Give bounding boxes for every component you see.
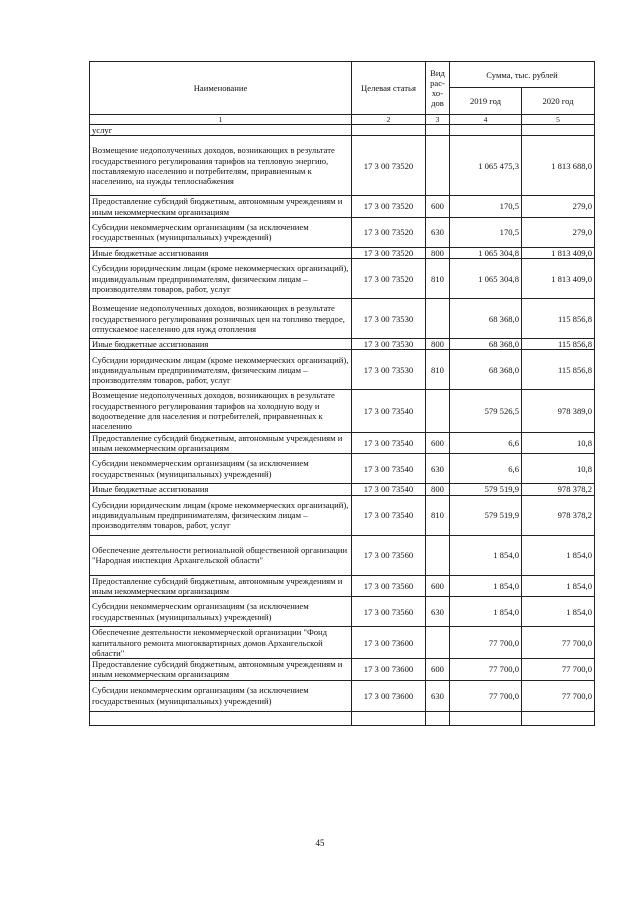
row-target-code: 17 3 00 73560 bbox=[352, 575, 426, 597]
table-row bbox=[90, 259, 595, 299]
row-expense-type: 630 bbox=[426, 597, 450, 627]
row-expense-type bbox=[426, 390, 450, 432]
row-name: Возмещение недополученных доходов, возникающих в результате государственного регулирования тарифов на тепловую энергию, поставляемую населению и потребителям, приравненным к населению, на нужды теплоснабжения bbox=[90, 136, 352, 196]
row-value-2020 bbox=[522, 711, 595, 725]
row-value-2020: 1 813 409,0 bbox=[522, 247, 595, 258]
row-name: Предоставление субсидий бюджетным, автономным учреждениям и иным некоммерческим организациям bbox=[90, 432, 352, 454]
table-body bbox=[90, 125, 595, 726]
table-row bbox=[90, 217, 595, 247]
budget-table bbox=[89, 61, 595, 726]
row-value-2020: 10,8 bbox=[522, 454, 595, 484]
row-value-2020: 115 856,8 bbox=[522, 339, 595, 350]
row-name: Субсидии некоммерческим организациям (за исключением государственных (муниципальных) учреждений) bbox=[90, 217, 352, 247]
row-value-2019: 579 519,9 bbox=[450, 484, 522, 495]
row-target-code: 17 3 00 73520 bbox=[352, 217, 426, 247]
row-expense-type: 810 bbox=[426, 350, 450, 390]
row-target-code: 17 3 00 73520 bbox=[352, 136, 426, 196]
row-name: Предоставление субсидий бюджетным, автономным учреждениям и иным некоммерческим организациям bbox=[90, 196, 352, 218]
row-name bbox=[90, 711, 352, 725]
table-row bbox=[90, 247, 595, 258]
row-value-2020: 77 700,0 bbox=[522, 680, 595, 711]
table-row bbox=[90, 196, 595, 218]
page-number: 45 bbox=[315, 838, 325, 848]
row-value-2019: 1 065 475,3 bbox=[450, 136, 522, 196]
row-name: Возмещение недополученных доходов, возникающих в результате государственного регулирования розничных цен на топливо твердое, отпускаемое населению для нужд отопления bbox=[90, 299, 352, 339]
row-expense-type: 800 bbox=[426, 247, 450, 258]
row-target-code: 17 3 00 73540 bbox=[352, 495, 426, 535]
row-value-2019: 1 854,0 bbox=[450, 535, 522, 575]
row-target-code: 17 3 00 73560 bbox=[352, 535, 426, 575]
row-expense-type bbox=[426, 627, 450, 659]
row-expense-type bbox=[426, 136, 450, 196]
header-vid: Вид рас- хо- дов bbox=[426, 62, 450, 115]
row-value-2019: 77 700,0 bbox=[450, 627, 522, 659]
row-expense-type bbox=[426, 535, 450, 575]
row-value-2020: 77 700,0 bbox=[522, 659, 595, 681]
row-name: Субсидии некоммерческим организациям (за исключением государственных (муниципальных) учреждений) bbox=[90, 680, 352, 711]
header-target: Целевая статья bbox=[352, 62, 426, 115]
column-index: 5 bbox=[522, 115, 595, 125]
column-index-row bbox=[90, 115, 595, 125]
row-value-2020: 1 854,0 bbox=[522, 575, 595, 597]
row-value-2019: 1 065 304,8 bbox=[450, 247, 522, 258]
row-expense-type: 630 bbox=[426, 217, 450, 247]
row-name: Субсидии некоммерческим организациям (за исключением государственных (муниципальных) учреждений) bbox=[90, 454, 352, 484]
table-row bbox=[90, 575, 595, 597]
row-value-2020: 978 389,0 bbox=[522, 390, 595, 432]
row-value-2019: 579 519,9 bbox=[450, 495, 522, 535]
row-expense-type: 800 bbox=[426, 484, 450, 495]
row-value-2019: 1 854,0 bbox=[450, 597, 522, 627]
row-target-code: 17 3 00 73540 bbox=[352, 484, 426, 495]
table-row bbox=[90, 680, 595, 711]
row-value-2020: 978 378,2 bbox=[522, 484, 595, 495]
table-row bbox=[90, 432, 595, 454]
row-value-2019: 170,5 bbox=[450, 196, 522, 218]
row-value-2020: 1 813 688,0 bbox=[522, 136, 595, 196]
row-target-code bbox=[352, 711, 426, 725]
row-name: Субсидии юридическим лицам (кроме некоммерческих организаций), индивидуальным предпринимателям, физическим лицам – производителям товаров, работ, услуг bbox=[90, 350, 352, 390]
column-index: 3 bbox=[426, 115, 450, 125]
table-row bbox=[90, 350, 595, 390]
row-value-2019: 1 854,0 bbox=[450, 575, 522, 597]
row-value-2020: 1 813 409,0 bbox=[522, 259, 595, 299]
row-expense-type bbox=[426, 299, 450, 339]
row-value-2020: 115 856,8 bbox=[522, 350, 595, 390]
row-value-2020: 77 700,0 bbox=[522, 627, 595, 659]
row-name: Субсидии юридическим лицам (кроме некоммерческих организаций), индивидуальным предпринимателям, физическим лицам – производителям товаров, работ, услуг bbox=[90, 495, 352, 535]
row-name: Обеспечение деятельности некоммерческой организации "Фонд капитального ремонта многоквартирных домов Архангельской области" bbox=[90, 627, 352, 659]
row-expense-type: 630 bbox=[426, 454, 450, 484]
row-target-code bbox=[352, 125, 426, 136]
table-row bbox=[90, 711, 595, 725]
column-index: 4 bbox=[450, 115, 522, 125]
row-value-2019: 68 368,0 bbox=[450, 350, 522, 390]
row-target-code: 17 3 00 73520 bbox=[352, 247, 426, 258]
row-name: Предоставление субсидий бюджетным, автономным учреждениям и иным некоммерческим организациям bbox=[90, 575, 352, 597]
column-index: 2 bbox=[352, 115, 426, 125]
row-value-2020: 115 856,8 bbox=[522, 299, 595, 339]
table-row bbox=[90, 454, 595, 484]
header-name: Наименование bbox=[90, 62, 352, 115]
row-value-2020: 978 378,2 bbox=[522, 495, 595, 535]
row-name: Возмещение недополученных доходов, возникающих в результате государственного регулирования тарифов на холодную воду и водоотведение для населения и потребителей, приравненных к населению bbox=[90, 390, 352, 432]
row-value-2020: 10,8 bbox=[522, 432, 595, 454]
row-target-code: 17 3 00 73520 bbox=[352, 196, 426, 218]
row-expense-type bbox=[426, 711, 450, 725]
row-target-code: 17 3 00 73600 bbox=[352, 627, 426, 659]
row-value-2019: 6,6 bbox=[450, 432, 522, 454]
row-target-code: 17 3 00 73530 bbox=[352, 339, 426, 350]
table-row bbox=[90, 299, 595, 339]
row-target-code: 17 3 00 73530 bbox=[352, 299, 426, 339]
row-value-2019: 6,6 bbox=[450, 454, 522, 484]
row-expense-type: 600 bbox=[426, 575, 450, 597]
row-value-2019: 170,5 bbox=[450, 217, 522, 247]
row-name: Субсидии юридическим лицам (кроме некоммерческих организаций), индивидуальным предпринимателям, физическим лицам – производителям товаров, работ, услуг bbox=[90, 259, 352, 299]
row-value-2019: 68 368,0 bbox=[450, 299, 522, 339]
row-expense-type: 600 bbox=[426, 196, 450, 218]
header-2020: 2020 год bbox=[522, 88, 595, 115]
row-value-2020: 1 854,0 bbox=[522, 535, 595, 575]
row-value-2019: 579 526,5 bbox=[450, 390, 522, 432]
row-expense-type: 600 bbox=[426, 659, 450, 681]
row-expense-type: 800 bbox=[426, 339, 450, 350]
header-2019: 2019 год bbox=[450, 88, 522, 115]
row-target-code: 17 3 00 73600 bbox=[352, 680, 426, 711]
row-target-code: 17 3 00 73560 bbox=[352, 597, 426, 627]
row-value-2019: 77 700,0 bbox=[450, 659, 522, 681]
table-row bbox=[90, 597, 595, 627]
row-name: Иные бюджетные ассигнования bbox=[90, 484, 352, 495]
row-value-2020: 279,0 bbox=[522, 217, 595, 247]
row-value-2020 bbox=[522, 125, 595, 136]
row-target-code: 17 3 00 73540 bbox=[352, 432, 426, 454]
row-name: услуг bbox=[90, 125, 352, 136]
row-expense-type: 810 bbox=[426, 259, 450, 299]
row-target-code: 17 3 00 73520 bbox=[352, 259, 426, 299]
table-row bbox=[90, 136, 595, 196]
row-name: Иные бюджетные ассигнования bbox=[90, 339, 352, 350]
row-name: Обеспечение деятельности региональной общественной организации "Народная инспекция Архангельской области" bbox=[90, 535, 352, 575]
row-name: Субсидии некоммерческим организациям (за исключением государственных (муниципальных) учреждений) bbox=[90, 597, 352, 627]
row-expense-type: 630 bbox=[426, 680, 450, 711]
table-row bbox=[90, 627, 595, 659]
table-row bbox=[90, 535, 595, 575]
row-value-2019: 68 368,0 bbox=[450, 339, 522, 350]
row-expense-type: 600 bbox=[426, 432, 450, 454]
row-target-code: 17 3 00 73540 bbox=[352, 454, 426, 484]
row-target-code: 17 3 00 73540 bbox=[352, 390, 426, 432]
table-row bbox=[90, 339, 595, 350]
row-name: Иные бюджетные ассигнования bbox=[90, 247, 352, 258]
table-row bbox=[90, 659, 595, 681]
column-index: 1 bbox=[90, 115, 352, 125]
row-target-code: 17 3 00 73600 bbox=[352, 659, 426, 681]
table-row bbox=[90, 125, 595, 136]
table-row bbox=[90, 484, 595, 495]
row-value-2019 bbox=[450, 125, 522, 136]
table-row bbox=[90, 495, 595, 535]
row-value-2019: 77 700,0 bbox=[450, 680, 522, 711]
row-value-2019: 1 065 304,8 bbox=[450, 259, 522, 299]
row-value-2019 bbox=[450, 711, 522, 725]
table-header bbox=[90, 62, 595, 125]
row-expense-type: 810 bbox=[426, 495, 450, 535]
row-value-2020: 279,0 bbox=[522, 196, 595, 218]
row-value-2020: 1 854,0 bbox=[522, 597, 595, 627]
table-row bbox=[90, 390, 595, 432]
row-name: Предоставление субсидий бюджетным, автономным учреждениям и иным некоммерческим организациям bbox=[90, 659, 352, 681]
row-expense-type bbox=[426, 125, 450, 136]
header-sum: Сумма, тыс. рублей bbox=[450, 62, 595, 88]
row-target-code: 17 3 00 73530 bbox=[352, 350, 426, 390]
